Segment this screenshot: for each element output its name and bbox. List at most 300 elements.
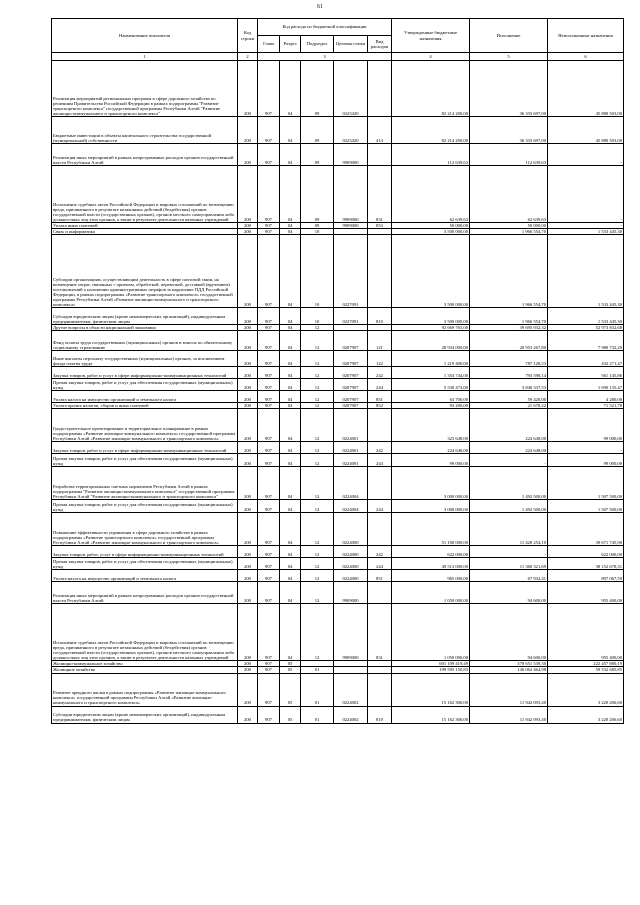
row-unexecuted: 1 507 500,00 (548, 467, 624, 500)
row-subsection: 01 (301, 673, 334, 706)
row-line-code: 200 (238, 546, 258, 558)
row-section: 04 (280, 235, 301, 308)
row-expense-type: 244 (368, 454, 392, 467)
row-target: 0224001 (334, 409, 368, 442)
row-chapter: 907 (258, 229, 280, 235)
row-section: 04 (280, 325, 301, 331)
row-expense-type (368, 467, 392, 500)
row-subsection: 09 (301, 61, 334, 117)
row-name: Уплата иных платежей (52, 223, 238, 229)
row-name: Жилищное хозяйство (52, 667, 238, 673)
row-subsection: 12 (301, 558, 334, 570)
row-chapter: 907 (258, 144, 280, 166)
row-section: 05 (280, 661, 301, 667)
row-chapter: 907 (258, 235, 280, 308)
row-unexecuted: 955 400,00 (548, 582, 624, 604)
row-section: 04 (280, 558, 301, 570)
row-approved: 224 648,00 (392, 442, 470, 454)
row-chapter: 907 (258, 409, 280, 442)
header-budget-code: Код расхода по бюджетной классификации (258, 19, 392, 36)
row-unexecuted: 71 521,78 (548, 403, 624, 409)
row-executed: 1 966 554,70 (470, 235, 548, 308)
row-name: Реализация мероприятий региональных программ в сфере дорожного хозяйства по решениям Правительства Российской Федерации в рамках подпрограммы "Развитие транспортного комплекса" государственной программы Республики Алтай "Развитие жилищно-коммунального и транспортного комплекса" (52, 61, 238, 117)
row-executed: 11 942 093,40 (470, 673, 548, 706)
row-subsection: 01 (301, 706, 334, 723)
row-approved: 3 500 000,00 (392, 308, 470, 325)
row-approved: 63 700,00 (392, 391, 470, 403)
row-subsection: 12 (301, 391, 334, 403)
table-row (52, 391, 624, 403)
row-section: 04 (280, 351, 301, 367)
row-chapter: 907 (258, 61, 280, 117)
row-line-code: 200 (238, 166, 258, 223)
row-chapter: 907 (258, 661, 280, 667)
row-executed: 378 651 539,30 (470, 661, 548, 667)
row-target: 0207907 (334, 391, 368, 403)
row-line-code: 200 (238, 331, 258, 351)
row-chapter: 907 (258, 513, 280, 546)
row-line-code: 200 (238, 351, 258, 367)
row-approved: 1 219 400,00 (392, 351, 470, 367)
row-name: Другие вопросы в области национальной экономики (52, 325, 238, 331)
row-section: 04 (280, 500, 301, 513)
row-unexecuted: - (548, 223, 624, 229)
row-executed: 20 953 267,80 (470, 331, 548, 351)
row-line-code: 200 (238, 667, 258, 673)
table-row (52, 500, 624, 513)
header-chapter: Глава (258, 36, 280, 53)
row-chapter: 907 (258, 673, 280, 706)
row-name: Градостроительное проектирование и территориальное планирование в рамках подпрограммы «Развитие жилищно-коммунального комплекса» государственной программы Республики Алтай «Развитие жилищно-коммунального и транспортного комплекса» (52, 409, 238, 442)
row-target: 9909000 (334, 166, 368, 223)
row-approved: 1 050 000,00 (392, 582, 470, 604)
row-section: 04 (280, 513, 301, 546)
row-chapter: 907 (258, 403, 280, 409)
row-expense-type (368, 144, 392, 166)
row-approved: 601 109 419,49 (392, 661, 470, 667)
row-approved: 3 500 000,00 (392, 235, 470, 308)
row-executed: 793 598,14 (470, 367, 548, 379)
header-executed: Исполнение (470, 19, 548, 53)
table-row (52, 454, 624, 467)
row-expense-type: 122 (368, 351, 392, 367)
row-name: Иные выплаты персоналу государственных (муниципальных) органов, за исключением фонда оплаты труда (52, 351, 238, 367)
row-section: 04 (280, 379, 301, 391)
row-executed: - (470, 454, 548, 467)
row-line-code: 200 (238, 467, 258, 500)
row-unexecuted: 7 980 732,20 (548, 331, 624, 351)
row-target: 9909000 (334, 582, 368, 604)
row-executed: 94 600,00 (470, 604, 548, 661)
row-executed: 11 428 254,10 (470, 513, 548, 546)
row-executed: 36 333 697,00 (470, 61, 548, 117)
row-subsection: 12 (301, 582, 334, 604)
row-line-code: 200 (238, 308, 258, 325)
row-name: Прочая закупка товаров, работ и услуг для обеспечения государственных (муниципальных) нужд (52, 558, 238, 570)
row-name: Закупка товаров, работ и услуг в сфере информационно-коммуникационных технологий (52, 367, 238, 379)
row-name: Фонд оплаты труда государственных (муниципальных) органов и взносы по обязательному социальному страхованию (52, 331, 238, 351)
row-expense-type: 242 (368, 442, 392, 454)
row-name: Разработка территориальных сметных нормативов Республики Алтай в рамках подпрограммы "Развитие жилищно-коммунального комплекса" государственной программы Республики Алтай "Развитие жилищно-коммунального и транспортного комплекса" (52, 467, 238, 500)
row-unexecuted: - (548, 166, 624, 223)
row-line-code: 200 (238, 558, 258, 570)
table-row (52, 442, 624, 454)
row-executed: 140 062 464,98 (470, 667, 548, 673)
row-section: 04 (280, 409, 301, 442)
row-unexecuted: 3 220 206,60 (548, 673, 624, 706)
row-subsection: 12 (301, 379, 334, 391)
row-unexecuted: 1 533 445,30 (548, 308, 624, 325)
table-row (52, 673, 624, 706)
row-chapter: 907 (258, 570, 280, 582)
row-expense-type (368, 409, 392, 442)
row-name: Исполнение судебных актов Российской Федерации и мировых соглашений по возмещению вреда, причиненного в результате незаконных действий (бездействия) органов государственной власти (государственных органов), органов местного самоуправления либо должностных лиц этих органов, а также в результате деятельности казенных учреждений (52, 166, 238, 223)
row-target: 0224004 (334, 500, 368, 513)
row-unexecuted: 3 220 206,60 (548, 706, 624, 723)
row-expense-type: 851 (368, 570, 392, 582)
row-approved: 199 595 150,83 (392, 667, 470, 673)
row-approved: 49 513 000,00 (392, 558, 470, 570)
row-target: 0224000 (334, 570, 368, 582)
row-approved: 323 648,00 (392, 409, 470, 442)
row-name: Прочая закупка товаров, работ и услуг для обеспечения государственных (муниципальных) нужд (52, 379, 238, 391)
row-name: Исполнение судебных актов Российской Федерации и мировых соглашений по возмещению вреда, причиненного в результате незаконных действий (бездействия) органов государственной власти (государственных органов), органов местного самоуправления либо должностных лиц этих органов, а также в результате деятельности казенных учреждений (52, 604, 238, 661)
row-subsection: 12 (301, 500, 334, 513)
table-row (52, 467, 624, 500)
row-subsection: 12 (301, 570, 334, 582)
row-subsection: 12 (301, 546, 334, 558)
row-line-code: 200 (238, 582, 258, 604)
row-expense-type: 244 (368, 379, 392, 391)
row-approved: 50 000,00 (392, 223, 470, 229)
column-number: 3 (258, 53, 392, 61)
row-line-code: 200 (238, 409, 258, 442)
row-target: 0225420 (334, 117, 368, 144)
row-name: Реализация иных мероприятий в рамках непрограммных расходов органов государственной власти Республики Алтай (52, 144, 238, 166)
row-unexecuted: 38 152 678,31 (548, 558, 624, 570)
row-unexecuted: 955 400,00 (548, 604, 624, 661)
row-expense-type: 121 (368, 331, 392, 351)
row-expense-type (368, 513, 392, 546)
table-row (52, 706, 624, 723)
row-chapter: 907 (258, 325, 280, 331)
row-name: Реализация иных мероприятий в рамках непрограммных расходов органов государственной власти Республики Алтай (52, 582, 238, 604)
row-approved: 92 669 765,00 (392, 325, 470, 331)
row-line-code: 200 (238, 379, 258, 391)
row-expense-type: 810 (368, 308, 392, 325)
row-chapter: 907 (258, 500, 280, 513)
row-target: 0224000 (334, 546, 368, 558)
row-target: 0224004 (334, 467, 368, 500)
row-chapter: 907 (258, 582, 280, 604)
row-subsection: 01 (301, 667, 334, 673)
row-unexecuted: 561 145,86 (548, 367, 624, 379)
row-section: 05 (280, 667, 301, 673)
row-subsection: 10 (301, 235, 334, 308)
row-unexecuted: 45 880 503,00 (548, 61, 624, 117)
row-chapter: 907 (258, 667, 280, 673)
row-chapter: 907 (258, 166, 280, 223)
row-approved: 622 000,00 (392, 546, 470, 558)
row-executed: 11 360 321,69 (470, 558, 548, 570)
table-row (52, 513, 624, 546)
row-name: Уплата налога на имущество организаций и земельного налога (52, 391, 238, 403)
table-row (52, 409, 624, 442)
row-line-code: 200 (238, 513, 258, 546)
row-line-code: 200 (238, 454, 258, 467)
row-line-code: 200 (238, 61, 258, 117)
table-row (52, 351, 624, 367)
column-number: 6 (548, 53, 624, 61)
column-number: 1 (52, 53, 238, 61)
row-expense-type: 414 (368, 117, 392, 144)
row-executed: 39 695 932,32 (470, 325, 548, 331)
row-executed: 3 840 337,53 (470, 379, 548, 391)
row-section: 04 (280, 570, 301, 582)
row-executed: 50 000,00 (470, 223, 548, 229)
row-line-code: 200 (238, 604, 258, 661)
row-unexecuted: 52 973 832,68 (548, 325, 624, 331)
row-unexecuted: 432 271,47 (548, 351, 624, 367)
row-executed: 67 932,41 (470, 570, 548, 582)
row-subsection: 12 (301, 442, 334, 454)
row-unexecuted: 1 533 445,30 (548, 235, 624, 308)
row-name: Субсидии организациям, осуществляющим деятельность в сфере почтовой связи, на возмещение затрат, связанных с приемом, обработкой, перевозкой, доставкой (вручением) постановлений о наложении административных штрафов за нарушение ПДД Российской Федерации, в рамках подпрограммы «Развитие транспортного комплекса» государственной программы Республики Алтай «Развитие жилищно-коммунального и транспортного комплекса» (52, 235, 238, 308)
row-approved: 112 639,63 (392, 144, 470, 166)
row-section: 04 (280, 144, 301, 166)
row-line-code: 200 (238, 235, 258, 308)
table-row (52, 166, 624, 223)
row-subsection: 12 (301, 367, 334, 379)
row-section: 04 (280, 117, 301, 144)
row-approved: 3 500 000,00 (392, 229, 470, 235)
header-expense-type: Вид расходов (368, 36, 392, 53)
row-target: 0207907 (334, 379, 368, 391)
row-expense-type: 244 (368, 500, 392, 513)
row-target: 0225420 (334, 61, 368, 117)
row-unexecuted: 4 280,00 (548, 391, 624, 403)
table-row (52, 235, 624, 308)
row-executed: 224 648,00 (470, 409, 548, 442)
row-chapter: 907 (258, 331, 280, 351)
row-subsection: 12 (301, 409, 334, 442)
row-line-code: 200 (238, 117, 258, 144)
row-target: 0224002 (334, 673, 368, 706)
row-line-code: 200 (238, 673, 258, 706)
header-name: Наименование показателя (52, 19, 238, 53)
row-line-code: 200 (238, 500, 258, 513)
table-row (52, 144, 624, 166)
row-section: 04 (280, 367, 301, 379)
row-approved: 28 934 000,00 (392, 331, 470, 351)
row-chapter: 907 (258, 546, 280, 558)
row-unexecuted: 1 533 445,30 (548, 229, 624, 235)
row-expense-type: 853 (368, 223, 392, 229)
row-chapter: 907 (258, 117, 280, 144)
row-expense-type: 810 (368, 706, 392, 723)
row-unexecuted: 622 000,00 (548, 546, 624, 558)
row-line-code: 200 (238, 661, 258, 667)
row-expense-type (368, 582, 392, 604)
row-expense-type (368, 673, 392, 706)
row-chapter: 907 (258, 391, 280, 403)
row-section: 04 (280, 467, 301, 500)
row-section: 04 (280, 223, 301, 229)
row-approved: 93 200,00 (392, 403, 470, 409)
row-target: 0207907 (334, 403, 368, 409)
row-section: 04 (280, 229, 301, 235)
row-approved: 965 000,00 (392, 570, 470, 582)
table-row (52, 558, 624, 570)
row-section: 04 (280, 582, 301, 604)
header-subsection: Подраздел (301, 36, 334, 53)
row-expense-type (368, 61, 392, 117)
row-chapter: 907 (258, 351, 280, 367)
row-name: Повышение эффективности управления в сфере дорожного хозяйства в рамках подпрограммы «Развитие транспортного комплекса» государственной программы Республики Алтай «Развитие жилищно-коммунального и транспортного комплекса» (52, 513, 238, 546)
table-row (52, 604, 624, 661)
row-unexecuted: 1 507 500,00 (548, 500, 624, 513)
row-unexecuted: 45 880 503,00 (548, 117, 624, 144)
row-name: Уплата прочих налогов, сборов и иных платежей (52, 403, 238, 409)
row-unexecuted: - (548, 442, 624, 454)
header-unexecuted: Неисполненные назначения (548, 19, 624, 53)
row-executed: 112 639,63 (470, 144, 548, 166)
header-line-code: Код строки (238, 19, 258, 53)
table-row (52, 379, 624, 391)
row-approved: 15 162 300,00 (392, 706, 470, 723)
table-row (52, 117, 624, 144)
row-expense-type: 851 (368, 391, 392, 403)
row-expense-type: 831 (368, 604, 392, 661)
row-approved: 51 100 000,00 (392, 513, 470, 546)
row-approved: 3 000 000,00 (392, 500, 470, 513)
row-subsection: 12 (301, 325, 334, 331)
row-line-code: 200 (238, 223, 258, 229)
row-line-code: 200 (238, 403, 258, 409)
row-chapter: 907 (258, 442, 280, 454)
row-expense-type (368, 235, 392, 308)
row-name: Субсидии юридическим лицам (кроме некоммерческих организаций), индивидуальным предпринимателям, физическим лицам (52, 706, 238, 723)
row-name: Уплата налога на имущество организаций и земельного налога (52, 570, 238, 582)
row-unexecuted: - (548, 144, 624, 166)
row-subsection: 09 (301, 166, 334, 223)
row-approved: 82 214 200,00 (392, 117, 470, 144)
row-section: 04 (280, 442, 301, 454)
row-name: Жилищно-коммунальное хозяйство (52, 661, 238, 667)
row-target: 0207907 (334, 367, 368, 379)
row-expense-type: 244 (368, 558, 392, 570)
row-executed: 1 492 500,00 (470, 500, 548, 513)
header-approved: Утвержденные бюджетные назначения (392, 19, 470, 53)
row-name: Закупка товаров, работ и услуг в сфере информационно-коммуникационных технологий (52, 442, 238, 454)
row-target: 0207907 (334, 331, 368, 351)
row-subsection: 10 (301, 308, 334, 325)
row-approved: 5 530 473,00 (392, 379, 470, 391)
row-unexecuted: 39 671 745,90 (548, 513, 624, 546)
table-row (52, 367, 624, 379)
row-executed: 1 966 554,70 (470, 308, 548, 325)
row-section: 04 (280, 308, 301, 325)
row-subsection: 09 (301, 117, 334, 144)
table-row (52, 61, 624, 117)
row-unexecuted: 99 000,00 (548, 409, 624, 442)
row-line-code: 200 (238, 442, 258, 454)
row-chapter: 907 (258, 558, 280, 570)
row-expense-type: 852 (368, 403, 392, 409)
row-target: 0224002 (334, 706, 368, 723)
row-unexecuted: 59 532 685,85 (548, 667, 624, 673)
row-executed: - (470, 546, 548, 558)
row-line-code: 200 (238, 367, 258, 379)
row-executed: 1 966 554,70 (470, 229, 548, 235)
row-executed: 787 128,53 (470, 351, 548, 367)
row-chapter: 907 (258, 223, 280, 229)
row-executed: 59 420,00 (470, 391, 548, 403)
row-unexecuted: 897 067,59 (548, 570, 624, 582)
row-subsection: 10 (301, 229, 334, 235)
row-target: 9909000 (334, 144, 368, 166)
row-unexecuted: 99 000,00 (548, 454, 624, 467)
row-unexecuted: 1 690 135,47 (548, 379, 624, 391)
row-name: Прочая закупка товаров, работ и услуг для обеспечения государственных (муниципальных) нужд (52, 500, 238, 513)
row-chapter: 907 (258, 467, 280, 500)
row-subsection: 12 (301, 331, 334, 351)
row-name: Прочая закупка товаров, работ и услуг для обеспечения государственных (муниципальных) нужд (52, 454, 238, 467)
row-executed: 11 942 093,40 (470, 706, 548, 723)
row-line-code: 200 (238, 570, 258, 582)
row-section: 04 (280, 454, 301, 467)
row-chapter: 907 (258, 454, 280, 467)
row-line-code: 200 (238, 706, 258, 723)
row-name: Развитие арендного жилья в рамках подпрограммы «Развитие жилищно-коммунального комплекса» государственной программы Республики Алтай «Развитие жилищно-коммунального и транспортного комплекса» (52, 673, 238, 706)
row-subsection: 12 (301, 351, 334, 367)
row-approved: 3 000 000,00 (392, 467, 470, 500)
header-target: Целевая статья (334, 36, 368, 53)
table-row (52, 331, 624, 351)
row-executed: 36 333 697,00 (470, 117, 548, 144)
row-target: 0227091 (334, 235, 368, 308)
row-approved: 1 050 000,00 (392, 604, 470, 661)
row-line-code: 200 (238, 325, 258, 331)
row-approved: 82 214 200,00 (392, 61, 470, 117)
row-subsection: 12 (301, 604, 334, 661)
row-expense-type: 831 (368, 166, 392, 223)
row-chapter: 907 (258, 706, 280, 723)
row-chapter: 907 (258, 379, 280, 391)
row-section: 04 (280, 546, 301, 558)
row-target: 0224001 (334, 454, 368, 467)
row-section: 04 (280, 391, 301, 403)
table-row (52, 308, 624, 325)
row-expense-type: 242 (368, 367, 392, 379)
column-number: 5 (470, 53, 548, 61)
row-section: 04 (280, 604, 301, 661)
table-row (52, 546, 624, 558)
row-target: 0224000 (334, 513, 368, 546)
header-section: Раздел (280, 36, 301, 53)
row-approved: 99 000,00 (392, 454, 470, 467)
row-executed: 62 639,63 (470, 166, 548, 223)
row-executed: 224 648,00 (470, 442, 548, 454)
row-subsection: 09 (301, 144, 334, 166)
row-line-code: 200 (238, 144, 258, 166)
table-row (52, 582, 624, 604)
row-subsection: 09 (301, 223, 334, 229)
row-section: 04 (280, 403, 301, 409)
row-executed: 94 600,00 (470, 582, 548, 604)
row-chapter: 907 (258, 367, 280, 379)
table-body (52, 61, 624, 724)
